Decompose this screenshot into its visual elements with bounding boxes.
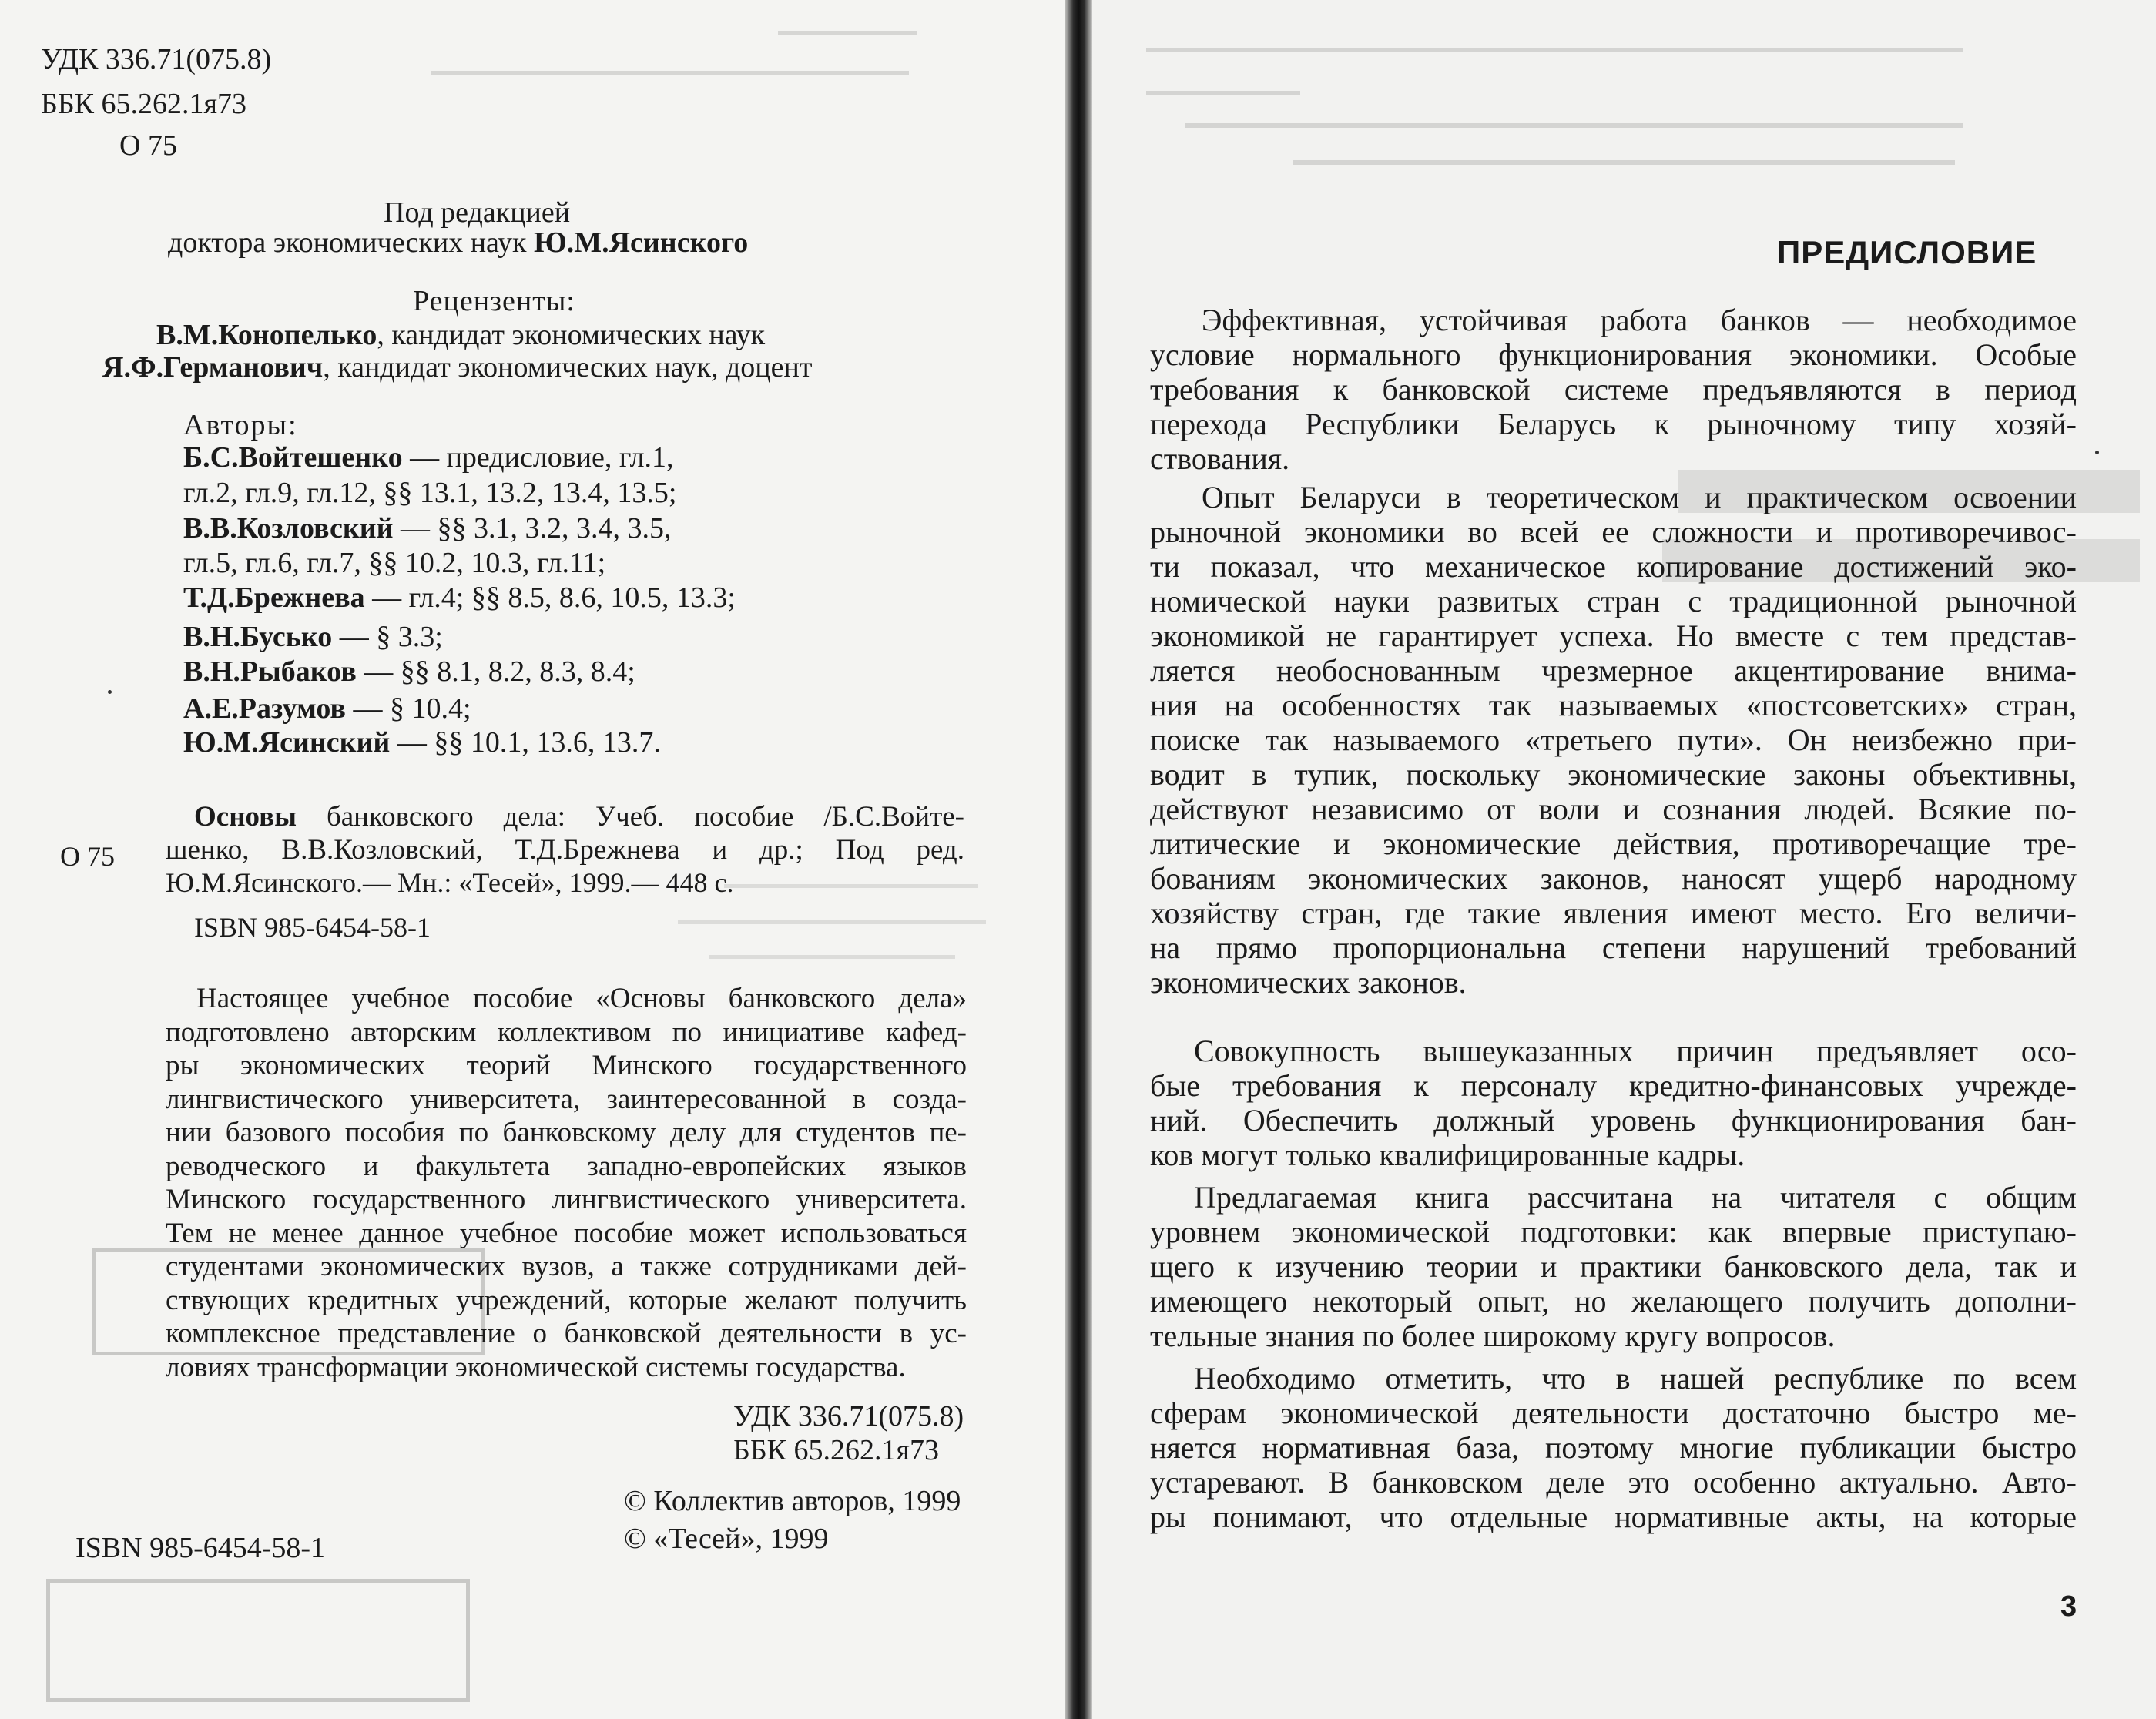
- bottom-bbk: ББК 65.262.1я73: [733, 1434, 939, 1466]
- abstract-line: Тем не менее данное учебное пособие может использоваться: [166, 1218, 967, 1249]
- abstract-line: подготовлено авторским коллективом по инициативе кафед-: [166, 1017, 967, 1048]
- author-entry: [183, 514, 672, 543]
- preface-line: уровнем экономической подготовки: как впервые приступаю-: [1150, 1215, 2077, 1249]
- left-page: [0, 0, 1065, 1719]
- editor-name: Ю.М.Ясинского: [533, 226, 749, 259]
- author-sections: — предисловие, гл.1,: [402, 441, 674, 474]
- author-entry: [183, 622, 443, 652]
- bib-line-1: [194, 803, 964, 831]
- bottom-isbn: ISBN 985-6454-58-1: [75, 1532, 326, 1564]
- author-name: Б.С.Войтешенко: [183, 441, 403, 474]
- preface-line: сферам экономической деятельности достаточно быстро ме-: [1150, 1396, 2077, 1430]
- author-name: А.Е.Разумов: [183, 692, 346, 725]
- reviewer-1: [156, 320, 765, 350]
- abstract-line: студентами экономических вузов, а также сотрудниками дей-: [166, 1251, 967, 1282]
- preface-line: Совокупность вышеуказанных причин предъявляет осо-: [1194, 1034, 2077, 1068]
- preface-line: на прямо пропорциональна степени нарушений требований: [1150, 930, 2077, 965]
- show-through-line: [1293, 160, 1955, 165]
- preface-line: ры понимают, что отдельные нормативные акты, на которые: [1150, 1500, 2077, 1534]
- page-number: 3: [2060, 1590, 2077, 1623]
- preface-line: устаревают. В банковском деле это особенно актуально. Авто-: [1150, 1465, 2077, 1500]
- reviewer-credential: , кандидат экономических наук: [377, 319, 766, 351]
- copyright-authors: © Коллектив авторов, 1999: [624, 1485, 961, 1517]
- reviewer-2: [102, 353, 812, 382]
- author-name: В.В.Козловский: [183, 512, 394, 545]
- preface-line: Необходимо отметить, что в нашей республике по всем: [1194, 1361, 2077, 1396]
- preface-line: щего к изучению теории и практики банковского дела, так и: [1150, 1249, 2077, 1284]
- bib-line-3: Ю.М.Ясинского.— Мн.: «Тесей», 1999.— 448 с.: [166, 867, 734, 898]
- preface-line: няется нормативная база, поэтому многие публикации быстро: [1150, 1430, 2077, 1465]
- author-sections: — §§ 10.1, 13.6, 13.7.: [390, 726, 661, 759]
- show-through-line: [1146, 91, 1300, 96]
- show-through-line: [1146, 48, 1963, 52]
- bib-isbn: ISBN 985-6454-58-1: [194, 912, 431, 943]
- preface-line: Предлагаемая книга рассчитана на читателя с общим: [1194, 1180, 2077, 1215]
- preface-line: поиске так называемого «третьего пути». Он неизбежно при-: [1150, 722, 2077, 757]
- abstract-line: Настоящее учебное пособие «Основы банковского дела»: [196, 983, 967, 1014]
- author-entry: [183, 728, 661, 757]
- author-name: В.Н.Бусько: [183, 621, 333, 653]
- preface-line: водит в тупик, поскольку экономические законы объективны,: [1150, 757, 2077, 792]
- reviewer-name: Я.Ф.Германович: [102, 351, 324, 384]
- show-through-line: [431, 71, 909, 75]
- preface-line: экономикой не гарантирует успеха. Но вместе с тем представ-: [1150, 618, 2077, 653]
- bib-title: Основы: [194, 801, 297, 833]
- show-through-line: [1185, 123, 1963, 128]
- author-entry: [183, 583, 736, 612]
- preface-line: ствования.: [1150, 441, 1290, 476]
- author-entry-cont: гл.2, гл.9, гл.12, §§ 13.1, 13.2, 13.4, 13.5;: [183, 477, 677, 509]
- udk-code: УДК 336.71(075.8): [41, 43, 272, 75]
- author-sections: — гл.4; §§ 8.5, 8.6, 10.5, 13.3;: [364, 581, 736, 614]
- reviewers-title: Рецензенты:: [413, 285, 575, 317]
- preface-line: требования к банковской системе предъявляются в период: [1150, 372, 2077, 407]
- preface-line: номической науки развитых стран с традиционной рыночной: [1150, 584, 2077, 618]
- preface-line: экономических законов.: [1150, 965, 1467, 1000]
- author-entry-cont: гл.5, гл.6, гл.7, §§ 10.2, 10.3, гл.11;: [183, 547, 606, 579]
- author-entry: [183, 694, 471, 723]
- preface-line: бые требования к персоналу кредитно-финансовых учрежде-: [1150, 1068, 2077, 1103]
- preface-line: Эффективная, устойчивая работа банков — необходимое: [1202, 303, 2077, 337]
- author-mark: О 75: [119, 129, 177, 162]
- preface-line: бованиям экономических законов, наносят ущерб народному: [1150, 861, 2077, 896]
- preface-line: литические и экономические действия, противоречащие тре-: [1150, 826, 2077, 861]
- preface-line: действуют независимо от воли и сознания людей. Всякие по-: [1150, 792, 2077, 826]
- show-through-line: [778, 31, 917, 35]
- preface-line: ков могут только квалифицированные кадры.: [1150, 1138, 1745, 1172]
- preface-line: ний. Обеспечить должный уровень функционирования бан-: [1150, 1103, 2077, 1138]
- preface-line: перехода Республики Беларусь к рыночному типу хозяй-: [1150, 407, 2077, 441]
- bbk-code: ББК 65.262.1я73: [41, 88, 246, 120]
- abstract-line: реводческого и факультета западно-европейских языков: [166, 1151, 967, 1182]
- show-through-line: [678, 920, 986, 924]
- right-page: [1092, 0, 2156, 1719]
- preface-line: Опыт Беларуси в теоретическом и практическом освоении: [1202, 480, 2077, 514]
- book-spine: [1065, 0, 1092, 1719]
- editor-line-2: [168, 228, 748, 257]
- abstract-line: ствующих кредитных учреждений, которые желают получить: [166, 1285, 967, 1316]
- preface-line: ния на особенностях так называемых «постсоветских» стран,: [1150, 688, 2077, 722]
- preface-line: имеющего некоторый опыт, но желающего получить дополни-: [1150, 1284, 2077, 1319]
- abstract-line: Минского государственного лингвистического университета.: [166, 1184, 967, 1215]
- author-name: В.Н.Рыбаков: [183, 655, 357, 688]
- editor-credential: доктора экономических наук: [168, 226, 527, 259]
- author-name: Т.Д.Брежнева: [183, 581, 365, 614]
- author-name: Ю.М.Ясинский: [183, 726, 391, 759]
- preface-line: рыночной экономики во всей ее сложности и противоречивос-: [1150, 514, 2077, 549]
- show-through-line: [709, 955, 955, 959]
- preface-line: хозяйству стран, где такие явления имеют место. Его величи-: [1150, 896, 2077, 930]
- bottom-udk: УДК 336.71(075.8): [733, 1400, 964, 1432]
- copyright-publisher: © «Тесей», 1999: [624, 1523, 829, 1555]
- library-stamp-shadow: [46, 1579, 470, 1702]
- author-sections: — § 3.3;: [332, 621, 443, 653]
- show-through-line: [724, 884, 978, 888]
- abstract-line: ры экономических теорий Минского государственного: [166, 1050, 967, 1081]
- bib-mark: О 75: [60, 841, 115, 872]
- author-sections: — §§ 3.1, 3.2, 3.4, 3.5,: [393, 512, 672, 545]
- reviewer-name: В.М.Конопелько: [156, 319, 377, 351]
- speck: [2095, 451, 2099, 454]
- editor-line-1: Под редакцией: [384, 196, 571, 229]
- author-sections: — § 10.4;: [345, 692, 471, 725]
- preface-line: ляется необоснованным чрезмерное акцентирование внима-: [1150, 653, 2077, 688]
- author-sections: — §§ 8.1, 8.2, 8.3, 8.4;: [356, 655, 635, 688]
- preface-line: ти показал, что механическое копирование достижений эко-: [1150, 549, 2077, 584]
- bib-title-rest: банковского дела: Учеб. пособие /Б.С.Войте-: [296, 801, 964, 833]
- preface-line: условие нормального функционирования экономики. Особые: [1150, 337, 2077, 372]
- speck: [108, 690, 112, 694]
- authors-title: Авторы:: [183, 409, 298, 441]
- abstract-line: нии базового пособия по банковскому делу для студентов пе-: [166, 1117, 967, 1148]
- author-entry: [183, 443, 674, 472]
- author-entry: [183, 657, 635, 686]
- reviewer-credential: , кандидат экономических наук, доцент: [323, 351, 813, 384]
- abstract-line: комплексное представление о банковской деятельности в ус-: [166, 1318, 967, 1349]
- preface-line: тельные знания по более широкому кругу вопросов.: [1150, 1319, 1836, 1353]
- preface-heading: ПРЕДИСЛОВИЕ: [1777, 234, 2037, 270]
- bib-line-2: шенко, В.В.Козловский, Т.Д.Брежнева и др.; Под ред.: [166, 834, 964, 866]
- abstract-line: ловиях трансформации экономической системы государства.: [166, 1352, 906, 1383]
- abstract-line: лингвистического университета, заинтересованной в созда-: [166, 1084, 967, 1115]
